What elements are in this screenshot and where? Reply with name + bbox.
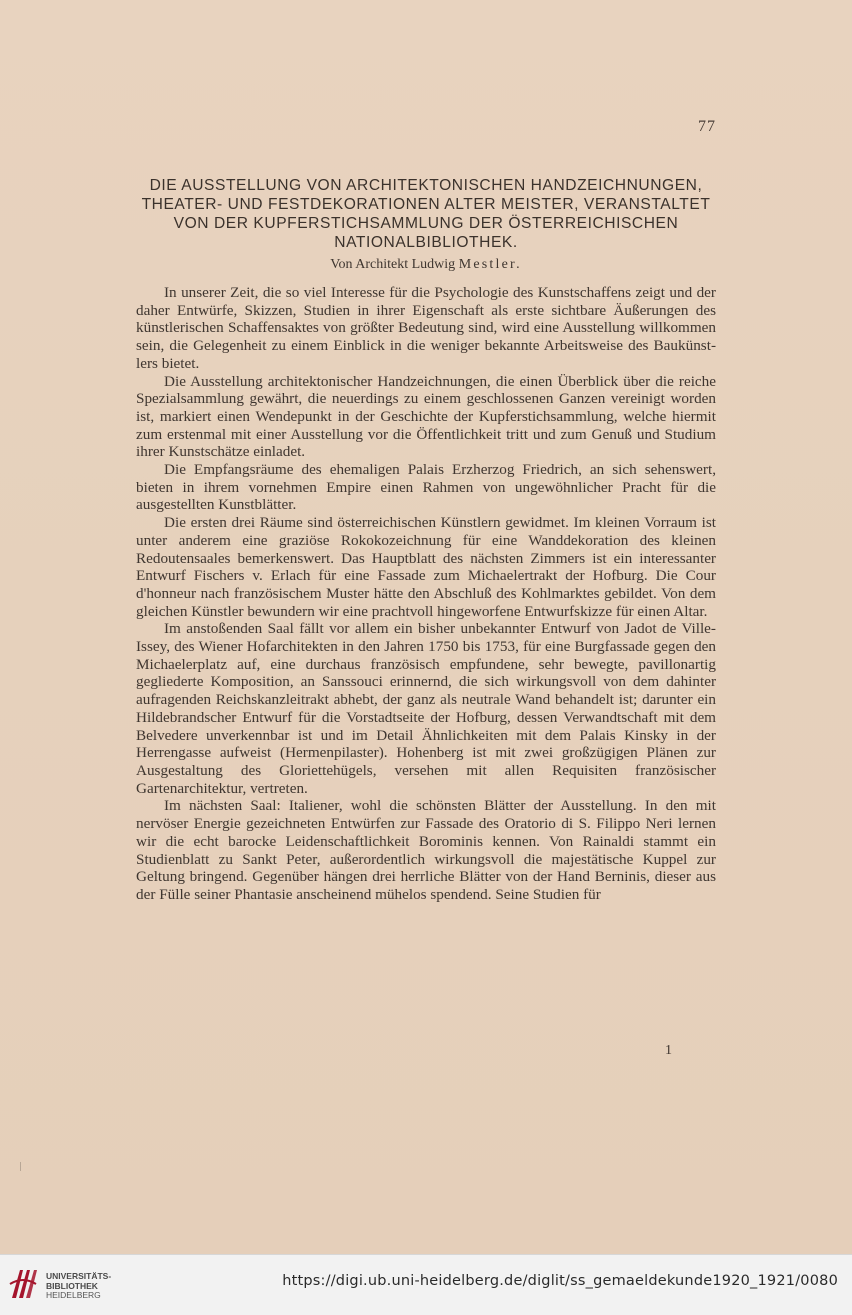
permalink-url[interactable]: https://digi.ub.uni-heidelberg.de/diglit/ss_gemaeldekunde1920_1921/0080 [282,1273,838,1289]
paragraph: Die ersten drei Räume sind österreichischen Künstlern gewidmet. Im kleinen Vorraum ist unter anderem eine graziöse Rokokozeichnung für eine Wanddekoration des kleinen Redoutensaales bemerkenswert. Das Hauptblatt des nächsten Zimmers ist ein interessanter Entwurf Fischers v. Erlach für eine Fassade zum Michaelertrakt der Hofburg. Die Cour d'honneur nach französischem Muster hätte den Abschluß des Kohlmarktes gebildet. Von dem gleichen Künstler bewundern wir eine prachtvoll hingeworfene Entwurfskizze für einen Altar. [136,514,716,620]
paragraph: Im nächsten Saal: Italiener, wohl die schönsten Blätter der Ausstellung. In den mit nervöser Energie gezeichneten Entwürfen zur Fassade des Oratorio di S. Filippo Neri lernen wir die echt barocke Leidenschaftlichkeit Borominis kennen. Von Rainaldi stammt ein Studienblatt zu Sankt Peter, außerordentlich wirkungsvoll die majestätische Kuppel zur Geltung bringend. Gegenüber hängen drei herrliche Blätter von der Hand Berninis, dieser aus der Fülle seiner Phantasie anscheinend mühelos spendend. Seine Studien für [136,797,716,903]
author-name: Mestler. [458,257,522,272]
library-name[interactable] [46,1272,111,1301]
viewer-footer [0,1254,852,1315]
author-byline [0,257,852,273]
title-line: VON DER KUPFERSTICHSAMMLUNG DER ÖSTERREICHISCHEN [173,215,679,232]
library-logo-icon[interactable] [8,1264,38,1304]
page-number: 77 [698,118,716,135]
library-line: HEIDELBERG [46,1290,101,1300]
signature-mark: 1 [665,1043,672,1058]
paragraph: In unserer Zeit, die so viel Interesse für die Psychologie des Kunstschaffens zeigt und der daher Entwürfe, Skizzen, Studien in ihrer Eigenschaft als erste sichtbare Äußerungen des künstlerischen Schaffensaktes von größter Bedeutung sind, wird eine Ausstellung willkommen sein, die Gelegenheit zu einem Einblick in die weniger bekannte Arbeitsweise des Baukünstlers bietet. [136,284,716,372]
title-line: THEATER- UND FESTDEKORATIONEN ALTER MEISTER, VERANSTALTET [141,196,711,213]
paragraph: Die Empfangsräume des ehemaligen Palais Erzherzog Friedrich, an sich sehenswert, bieten in ihrem vornehmen Empire einen Rahmen von ungewöhnlicher Pracht für die ausgestellten Kunstblätter. [136,461,716,514]
margin-mark [20,1162,21,1171]
library-line: BIBLIOTHEK [46,1280,98,1291]
article-body [136,284,716,904]
author-prefix: Von Architekt Ludwig [330,257,459,272]
paragraph: Die Ausstellung architektonischer Handzeichnungen, die einen Überblick über die reiche Spezialsammlung gewährt, die neuerdings zu einem geschlossenen Ganzen vereinigt worden ist, markiert einen Wendepunkt in der Geschichte der Kupferstichsammlung, welche hiermit zum erstenmal mit einer Ausstellung vor die Öffentlichkeit tritt und zum Genuß und Studium ihrer Kunstschätze einladet. [136,372,716,461]
title-line: DIE AUSSTELLUNG VON ARCHITEKTONISCHEN HANDZEICHNUNGEN, [149,177,703,194]
paragraph: Im anstoßenden Saal fällt vor allem ein bisher unbekannter Entwurf von Jadot de Ville-Issey, des Wiener Hofarchitekten in den Jahren 1750 bis 1753, für eine Burgfassade gegen den Michaelerplatz auf, eine durchaus französisch empfundene, sehr bewegte, pavillonartig gegliederte Komposition, an Sanssouci erinnernd, die sich wirkungsvoll von dem dahinter aufragenden Reichskanzleitrakt abhebt, der ganz als neutrale Wand behandelt ist; darunter ein Hildebrandscher Entwurf für die Vorstadtseite der Hofburg, dessen Verwandtschaft mit dem Belvedere unverkennbar ist und im Detail Ähnlichkeiten mit dem Palais Kinsky in der Herrengasse aufweist (Hermenpilaster). Hohenberg ist mit zwei großzügigen Plänen zur Ausgestaltung des Gloriettehügels, versehen mit allen Requisiten französischer Gartenarchitektur, vertreten. [136,620,716,797]
article-title [120,176,732,252]
title-line: NATIONALBIBLIOTHEK. [334,234,518,251]
library-line: UNIVERSITÄTS- [46,1271,112,1281]
